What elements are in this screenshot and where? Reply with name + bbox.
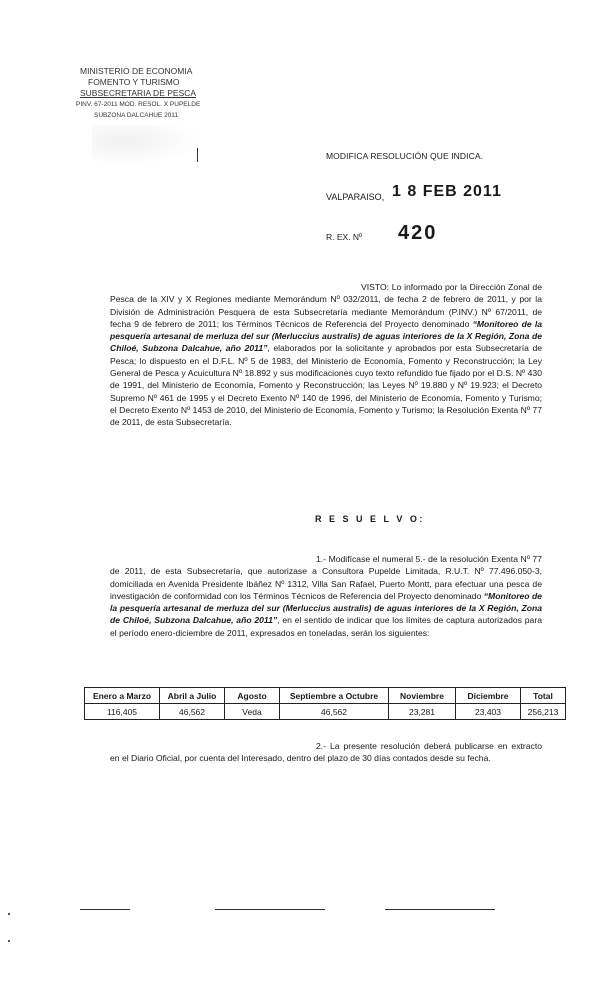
- table-row: [85, 704, 566, 720]
- letterhead-reference: PINV. 67-2011 MOD. RESOL. X PUPELDE: [76, 101, 201, 108]
- table-cell: 116,405: [85, 704, 160, 720]
- letterhead-ministry: MINISTERIO DE ECONOMIA: [80, 66, 193, 76]
- visto-project-name: “Monitoreo de la pesquería artesanal de merluza del sur (Merluccius australis) de aguas interiores de la X Región, Zona de Chiloé, Subzona Dalcahue, año 2011”: [110, 318, 542, 354]
- table-header: Abril a Julio: [160, 688, 225, 704]
- resolution-paragraph-2: 2.- La presente resolución deberá publicarse en extracto en el Diario Oficial, por cuenta del Interesado, dentro del plazo de 30 días contados desde su fecha.: [110, 741, 542, 764]
- table-cell: 46,562: [160, 704, 225, 720]
- letterhead-reference-2: SUBZONA DALCAHUE 2011: [94, 112, 179, 119]
- scan-smudge: [92, 125, 202, 165]
- footer-line-right: [385, 909, 495, 910]
- table-header: Diciembre: [456, 688, 521, 704]
- table-header-row: [85, 688, 566, 704]
- table-header: Septiembre a Octubre: [280, 688, 389, 704]
- table-cell: 23,403: [456, 704, 521, 720]
- p1-text-2: , en el sentido de indicar que los límites de captura autorizados para el período enero-diciembre de 2011, expresados en toneladas, serán los siguientes:: [110, 615, 542, 638]
- table-cell: 23,281: [389, 704, 456, 720]
- place-label: VALPARAISO,: [326, 192, 385, 202]
- document-subject: MODIFICA RESOLUCIÓN QUE INDICA.: [326, 151, 484, 161]
- table-header: Agosto: [225, 688, 280, 704]
- scan-dot: [8, 913, 10, 915]
- resuelvo-heading: R E S U E L V O:: [315, 514, 425, 524]
- p1-text-1: 1.- Modifícase el numeral 5.- de la resolución Exenta Nº 77 de 2011, de esta Subsecretaría, que autorizase a Consultora Pupelde Limitada, R.U.T. Nº 77.496.050-3, domiciliada en Avenida Presidente Ibáñez Nº 1312, Villa San Rafael, Puerto Montt, para efectuar una pesca de investigación de conformidad con los Términos Técnicos de Referencia del Proyecto denominado: [110, 554, 542, 601]
- table-header: Noviembre: [389, 688, 456, 704]
- date-stamp: 1 8 FEB 2011: [392, 183, 502, 200]
- letterhead: [76, 66, 201, 121]
- table-cell: 256,213: [521, 704, 566, 720]
- visto-text-2: , elaborados por la solicitante y aprobados por esta Subsecretaría de Pesca; lo dispuesto en el D.F.L. Nº 5 de 1983, del Ministerio de Economía, Fomento y Reconstrucción; la Ley General de Pesca y Acuicultura Nº 18.892 y sus modificaciones cuyo texto refundido fue fijado por el D.S. Nº 430 de 1991, del Ministerio de Economía, Fomento y Reconstrucción; las Leyes Nº 19.880 y Nº 19.923; el Decreto Supremo Nº 461 de 1995 y el Decreto Exento Nº 140 de 1996, del Ministerio de Economía, Fomento y Turismo; el Decreto Exento Nº 1453 de 2010, del Ministerio de Economía, Fomento y Turismo; la Resolución Exenta Nº 77 de 2011, de esta Subsecretaría.: [110, 343, 543, 428]
- visto-text-1: VISTO: Lo informado por la Dirección Zonal de Pesca de la XIV y X Regiones mediante Memorándum Nº 032/2011, de fecha 2 de febrero de 2011, y por la División de Administración Pesquera de esta Subsecretaría mediante Memorándum (P.INV.) Nº 67/2011, de fecha 9 de febrero de 2011; los Términos Técnicos de Referencia del Proyecto denominado: [110, 282, 542, 329]
- table-header: Enero a Marzo: [85, 688, 160, 704]
- footer-line-middle: [215, 909, 325, 910]
- letterhead-ministry-sub: FOMENTO Y TURISMO: [88, 77, 180, 87]
- rex-label: R. EX. Nº: [326, 232, 363, 242]
- visto-paragraph: [110, 281, 542, 429]
- resolution-paragraph-1: [110, 553, 542, 639]
- table-cell: 46,562: [280, 704, 389, 720]
- p1-project-name: “Monitoreo de la pesquería artesanal de merluza del sur (Merluccius australis) de aguas interiores de la X Región, Zona de Chiloé, Subzona Dalcahue, año 2011”: [110, 590, 542, 626]
- table-cell: Veda: [225, 704, 280, 720]
- capture-limits-table: [84, 687, 566, 720]
- scan-dot: [8, 940, 10, 942]
- margin-mark: [197, 148, 198, 162]
- footer-line-left: [80, 909, 130, 910]
- rex-number: 420: [398, 222, 438, 244]
- table-header: Total: [521, 688, 566, 704]
- letterhead-subsecretaria: SUBSECRETARIA DE PESCA: [80, 88, 197, 98]
